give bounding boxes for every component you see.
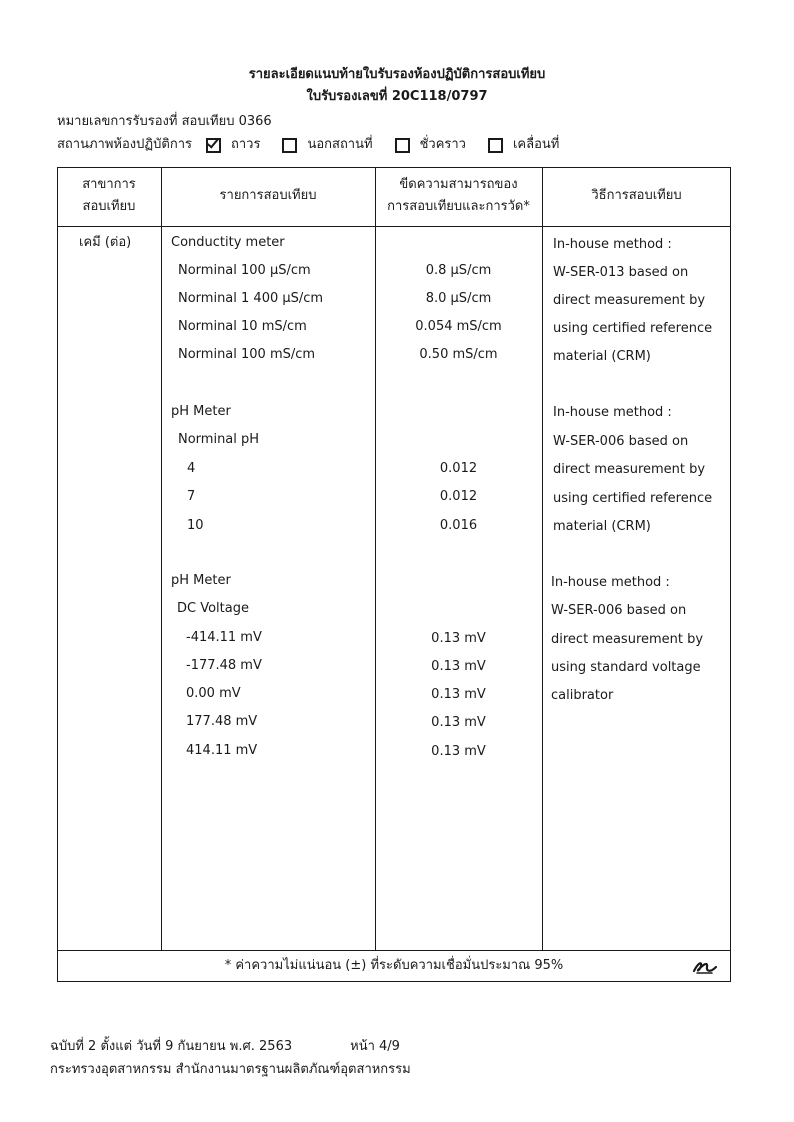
- agency-name: กระทรวงอุตสาหกรรม สำนักงานมาตรฐานผลิตภัณฑ์อุตสาหกรรม: [50, 1062, 411, 1077]
- lab-status-label: สถานภาพห้องปฏิบัติการ: [57, 137, 192, 152]
- instrument-name: pH Meter: [171, 404, 231, 419]
- status-option-label: ชั่วคราว: [419, 137, 466, 152]
- table-divider: [57, 950, 731, 951]
- checkbox-empty-icon: [488, 138, 503, 153]
- calibration-item: Norminal 100 µS/cm: [178, 263, 311, 278]
- certificate-number: ใบรับรองเลขที่ 20C118/0797: [306, 89, 488, 104]
- method-text: W-SER-013 based on: [553, 265, 689, 280]
- status-option-label: เคลื่อนที่: [512, 137, 560, 152]
- document-title: รายละเอียดแนบท้ายใบรับรองห้องปฏิบัติการสอบเทียบ: [248, 67, 546, 82]
- method-text: using certified reference: [553, 491, 713, 506]
- lab-status-row: [57, 136, 581, 154]
- calibration-item: 177.48 mV: [186, 714, 258, 729]
- method-text: W-SER-006 based on: [551, 603, 687, 618]
- column-header-method: วิธีการสอบเทียบ: [591, 188, 682, 203]
- cmc-value: 0.13 mV: [431, 744, 486, 759]
- table-divider: [57, 226, 731, 227]
- method-text: direct measurement by: [553, 462, 706, 477]
- issue-date: ฉบับที่ 2 ตั้งแต่ วันที่ 9 กันยายน พ.ศ. 2563: [50, 1039, 293, 1054]
- cmc-value: 0.13 mV: [431, 687, 486, 702]
- cmc-value: 0.054 mS/cm: [415, 319, 502, 334]
- instrument-subheading: Norminal pH: [178, 432, 260, 447]
- signature-initials-icon: [690, 955, 720, 977]
- column-header-field: สาขาการ สอบเทียบ: [82, 177, 136, 214]
- field-chemistry: เคมี (ต่อ): [79, 235, 132, 250]
- method-text: calibrator: [551, 688, 614, 703]
- calibration-item: -414.11 mV: [186, 630, 262, 645]
- cmc-value: 0.012: [439, 461, 478, 476]
- calibration-item: Norminal 100 mS/cm: [178, 347, 316, 362]
- checkbox-empty-icon: [395, 138, 410, 153]
- cmc-value: 0.016: [439, 518, 478, 533]
- calibration-item: 10: [187, 518, 204, 533]
- cmc-value: 0.13 mV: [431, 659, 486, 674]
- method-text: In-house method :: [551, 575, 670, 590]
- status-option-temporary: [395, 136, 466, 154]
- cmc-value: 0.012: [439, 489, 478, 504]
- cmc-value: 8.0 µS/cm: [425, 291, 492, 306]
- column-header-cmc: ขีดความสามารถของ การสอบเทียบและการวัด*: [387, 177, 530, 214]
- table-divider: [161, 167, 162, 950]
- status-option-onsite: [282, 136, 372, 154]
- method-text: using standard voltage: [551, 660, 701, 675]
- instrument-name: pH Meter: [171, 573, 231, 588]
- cmc-value: 0.50 mS/cm: [419, 347, 498, 362]
- method-text: In-house method :: [553, 405, 672, 420]
- uncertainty-footnote: * ค่าความไม่แน่นอน (±) ที่ระดับความเชื่อมั่นประมาณ 95%: [224, 958, 564, 973]
- status-option-mobile: [488, 136, 559, 154]
- status-option-permanent: [206, 136, 260, 154]
- cmc-value: 0.13 mV: [431, 715, 486, 730]
- column-header-item: รายการสอบเทียบ: [219, 188, 317, 203]
- calibration-item: 7: [187, 489, 196, 504]
- method-text: material (CRM): [553, 519, 651, 534]
- calibration-item: Norminal 1 400 µS/cm: [178, 291, 324, 306]
- method-text: material (CRM): [553, 349, 651, 364]
- instrument-name: Conductity meter: [171, 235, 285, 250]
- method-text: using certified reference: [553, 321, 713, 336]
- method-text: direct measurement by: [553, 293, 706, 308]
- status-option-label: นอกสถานที่: [307, 137, 373, 152]
- table-divider: [375, 167, 376, 950]
- method-text: W-SER-006 based on: [553, 434, 689, 449]
- instrument-subheading: DC Voltage: [177, 601, 249, 616]
- calibration-item: -177.48 mV: [186, 658, 262, 673]
- status-option-label: ถาวร: [230, 137, 261, 152]
- calibration-item: 4: [187, 461, 196, 476]
- calibration-item: 414.11 mV: [186, 743, 258, 758]
- calibration-item: Norminal 10 mS/cm: [178, 319, 307, 334]
- checkbox-empty-icon: [282, 138, 297, 153]
- cmc-value: 0.8 µS/cm: [425, 263, 492, 278]
- table-divider: [542, 167, 543, 950]
- method-text: direct measurement by: [551, 632, 704, 647]
- page-number: หน้า 4/9: [350, 1039, 400, 1054]
- method-text: In-house method :: [553, 237, 672, 252]
- calibration-item: 0.00 mV: [186, 686, 241, 701]
- issue-line: [50, 1038, 400, 1056]
- checkbox-checked-icon: [206, 138, 221, 153]
- cmc-value: 0.13 mV: [431, 631, 486, 646]
- accreditation-number: หมายเลขการรับรองที่ สอบเทียบ 0366: [57, 114, 272, 129]
